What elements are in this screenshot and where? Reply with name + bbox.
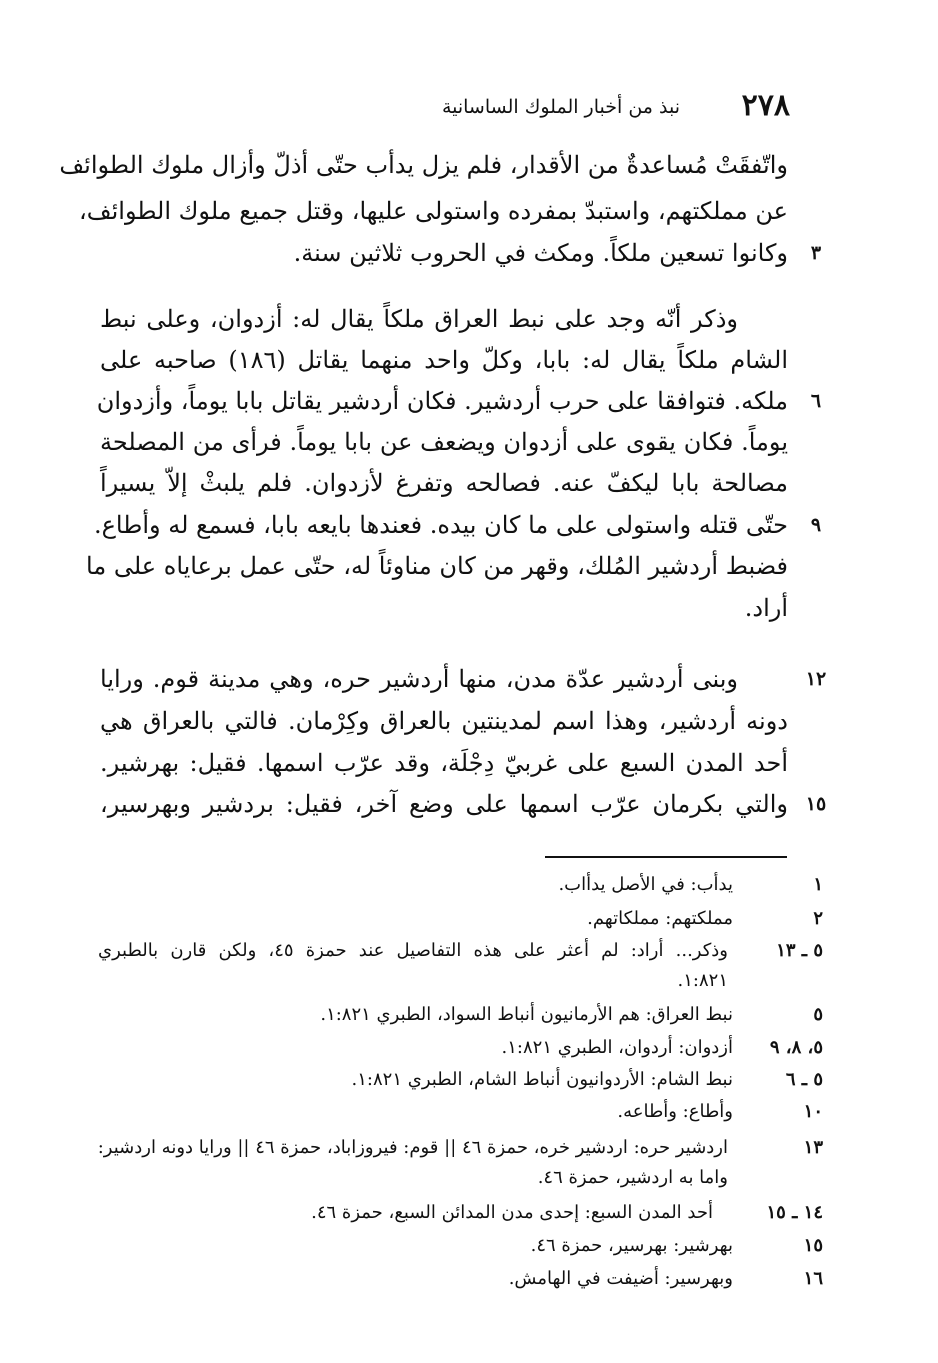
footnote-text: اردشير حره: اردشير خره، حمزة ٤٦ || قوم: فيروزاباد، حمزة ٤٦ || ورايا دونه اردشير: (97, 1137, 728, 1158)
footnote-text: بهرشير: بهرسير، حمزة ٤٦. (530, 1235, 733, 1256)
footnote-ref: ١٤ ـ ١٥ (766, 1202, 823, 1223)
line-number: ١٥ (805, 793, 827, 815)
footnote-text: أزدوان: أردوان، الطبري ١:٨٢١. (501, 1037, 733, 1058)
page-number: ٢٧٨ (741, 88, 790, 123)
body-line: أراد. (744, 594, 788, 622)
footnote-ref: ١٥ (803, 1235, 823, 1256)
footnote-ref: ١٣ (803, 1137, 823, 1158)
line-number: ٣ (810, 242, 822, 264)
line-number: ٩ (810, 514, 822, 536)
footnote-text: نبط العراق: هم الأرمانيون أنباط السواد، الطبري ١:٨٢١. (320, 1004, 733, 1025)
footnote-text: نبط الشام: الأردوانيون أنباط الشام، الطبري ١:٨٢١. (351, 1069, 733, 1090)
body-line: عن مملكتهم، واستبدّ بمفرده واستولى عليها، وقتل جميع ملوك الطوائف، (79, 197, 788, 225)
running-title: نبذ من أخبار الملوك الساسانية (441, 96, 680, 118)
line-number: ١٢ (805, 668, 827, 690)
body-line: حتّى قتله واستولى على ما كان بيده. فعندها بايعه بابا، فسمع له وأطاع. (93, 511, 788, 539)
footnote-ref: ١٦ (803, 1268, 823, 1289)
line-number: ٦ (810, 390, 822, 412)
body-line: يوماً. فكان يقوى على أزدوان ويضعف عن بابا يوماً. فرأى من المصلحة (100, 428, 788, 456)
body-line: أحد المدن السبع على غربيّ دِجْلَة، وقد عرّب اسمها. فقيل: بهرشير. (100, 749, 788, 777)
body-line: فضبط أردشير المُلك، وقهر من كان مناوئاً له، حتّى عمل برعاياه على ما (86, 552, 788, 580)
footnote-ref: ١ (813, 874, 823, 895)
footnote-text: وأطاع: وأطاعه. (617, 1101, 733, 1122)
body-line: واتّفقَتْ مُساعدةٌ من الأقدار، فلم يزل يدأب حتّى أذلّ وأزال ملوك الطوائف (59, 151, 788, 179)
footnote-ref: ٥ (813, 1004, 823, 1025)
body-line: مصالحة بابا ليكفّ عنه. فصالحه وتفرغ لأزدوان. فلم يلبثْ إلاّ يسيراً (100, 469, 788, 497)
page-header (300, 88, 790, 128)
footnote-text: وبهرسير: أضيفت في الهامش. (508, 1268, 733, 1289)
footnote-ref: ٥ ـ ٦ (785, 1069, 823, 1090)
footnote-ref: ١٠ (803, 1101, 823, 1122)
footnote-text: أحد المدن السبع: إحدى مدن المدائن السبع، حمزة ٤٦. (311, 1202, 713, 1223)
footnote-ref: ٥ ـ ١٣ (776, 940, 823, 961)
footnote-text: وذكر... أراد: لم أعثر على هذه التفاصيل عند حمزة ٤٥، ولكن قارن بالطبري (98, 940, 728, 961)
footnote-text: ١:٨٢١. (677, 970, 728, 991)
body-line: وكانوا تسعين ملكاً. ومكث في الحروب ثلاثين سنة. (293, 239, 788, 267)
body-line: والتي بكرمان عرّب اسمها على وضع آخر، فقيل: بردشير وبهرسير، (100, 790, 788, 818)
footnote-ref: ٢ (813, 908, 823, 929)
footnote-text: واما به اردشير، حمزة ٤٦. (537, 1167, 728, 1188)
footnote-ref: ٥، ٨، ٩ (769, 1037, 823, 1058)
footnote-separator (545, 856, 787, 858)
body-line: ملكه. فتوافقا على حرب أردشير. فكان أردشير يقاتل بابا يوماً، وأزدوان (96, 387, 788, 415)
body-line: دونه أردشير، وهذا اسم لمدينتين بالعراق وكِرْمان. فالتي بالعراق هي (100, 707, 788, 735)
body-line: وذكر أنّه وجد على نبط العراق ملكاً يقال له: أزدوان، وعلى نبط (100, 305, 738, 333)
body-line: الشام ملكاً يقال له: بابا، وكلّ واحد منهما يقاتل (١٨٦) صاحبه على (100, 346, 788, 374)
footnote-text: يدأب: في الأصل يدأاب. (558, 874, 733, 895)
footnote-text: مملكتهم: مملكاتهم. (587, 908, 733, 929)
body-line: وبنى أردشير عدّة مدن، منها أردشير حره، وهي مدينة قوم. ورايا (100, 665, 738, 693)
